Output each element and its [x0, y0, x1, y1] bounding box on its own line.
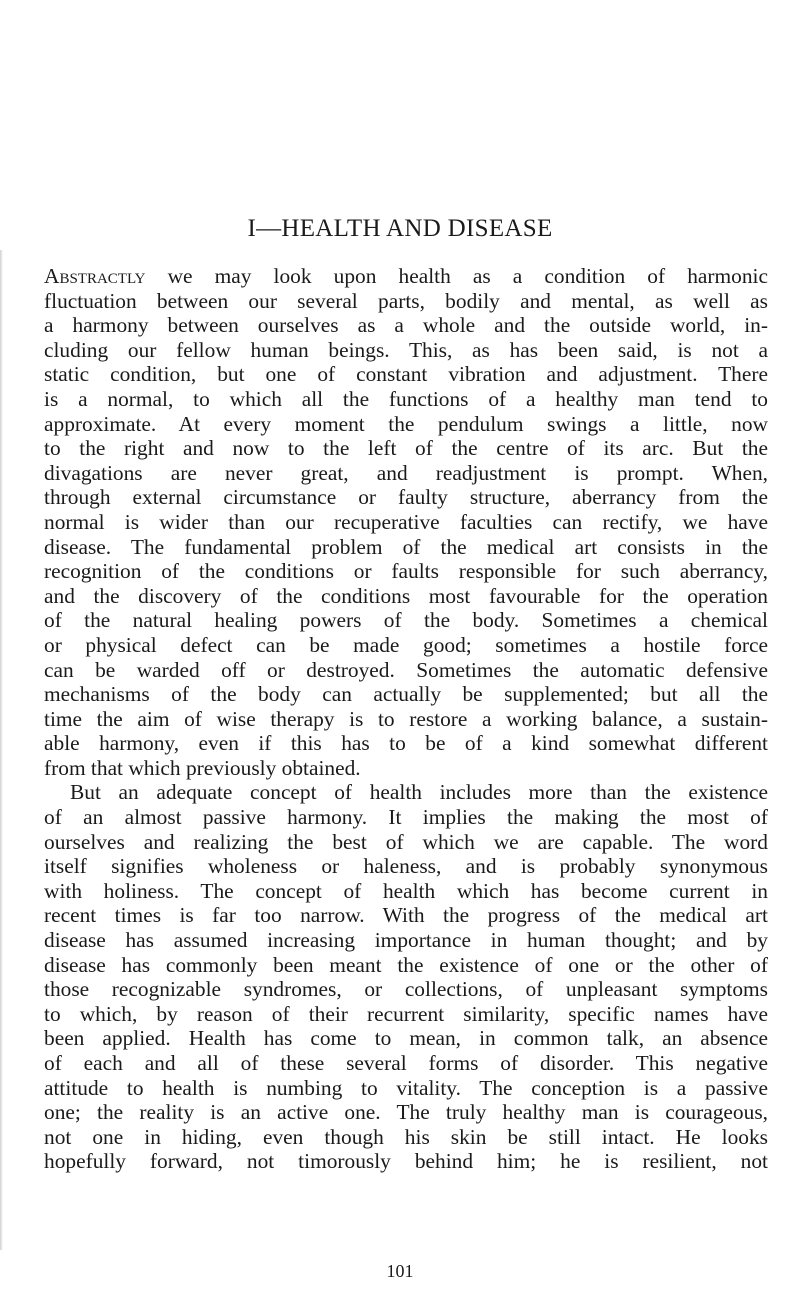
text-line: ourselves and realizing the best of which we are capable. The word	[44, 829, 768, 854]
text-line: one; the reality is an active one. The truly healthy man is courageous,	[44, 1100, 768, 1125]
chapter-title: I—HEALTH AND DISEASE	[247, 215, 553, 242]
text-line: able harmony, even if this has to be of a kind somewhat different	[44, 731, 768, 756]
text-line: of each and all of these several forms of disorder. This negative	[44, 1051, 768, 1075]
body-text	[44, 264, 768, 1174]
text-line: But an adequate concept of health includes more than the existence	[70, 780, 768, 805]
text-line: of an almost passive harmony. It implies the making the most of	[44, 805, 768, 830]
text-line: is a normal, to which all the functions of a healthy man tend to	[44, 386, 768, 411]
text-line: disease has assumed increasing importance in human thought; and by	[44, 928, 768, 953]
text-line: not one in hiding, even though his skin be still intact. He looks	[44, 1124, 768, 1149]
text-line	[44, 264, 768, 289]
text-line: to which, by reason of their recurrent similarity, specific names have	[44, 1001, 768, 1026]
text-line: hopefully forward, not timorously behind him; he is resilient, not	[44, 1149, 768, 1174]
text-line: of the natural healing powers of the body. Sometimes a chemical	[44, 608, 768, 633]
text-line: mechanisms of the body can actually be supplemented; but all the	[44, 682, 768, 707]
text-line: a harmony between ourselves as a whole and the outside world, in-	[44, 313, 768, 338]
text-line: normal is wider than our recuperative faculties can rectify, we have	[44, 509, 768, 534]
text-line: static condition, but one of constant vibration and adjustment. There	[44, 362, 768, 387]
text-line: disease. The fundamental problem of the medical art consists in the	[44, 534, 768, 559]
text-line: fluctuation between our several parts, bodily and mental, as well as	[44, 288, 768, 313]
text-line: can be warded off or destroyed. Sometimes the automatic defensive	[44, 657, 768, 682]
text-line: those recognizable syndromes, or collections, of unpleasant symptoms	[44, 977, 768, 1002]
text-line: disease has commonly been meant the existence of one or the other of	[44, 952, 768, 977]
text-line: attitude to health is numbing to vitality. The conception is a passive	[44, 1075, 768, 1100]
first-word-smallcaps: Abstractly	[44, 264, 146, 288]
text-line: and the discovery of the conditions most favourable for the operation	[44, 583, 768, 608]
text-line: recent times is far too narrow. With the progress of the medical art	[44, 903, 768, 928]
text-line: with holiness. The concept of health which has become current in	[44, 878, 768, 903]
text-line: cluding our fellow human beings. This, as has been said, is not a	[44, 337, 768, 362]
page-binding-shadow	[0, 250, 3, 1250]
text-line: recognition of the conditions or faults responsible for such aberrancy,	[44, 559, 768, 584]
text-line: been applied. Health has come to mean, in common talk, an absence	[44, 1026, 768, 1051]
text-line: or physical defect can be made good; sometimes a hostile force	[44, 632, 768, 657]
text-line: approximate. At every moment the pendulum swings a little, now	[44, 411, 768, 436]
text-line: to the right and now to the left of the centre of its arc. But the	[44, 436, 768, 461]
text-line: itself signifies wholeness or haleness, and is probably synonymous	[44, 854, 768, 879]
page-number: 101	[386, 1261, 414, 1281]
text-line: from that which previously obtained.	[44, 755, 361, 780]
text-line: divagations are never great, and readjustment is prompt. When,	[44, 460, 768, 485]
text-line: through external circumstance or faulty structure, aberrancy from the	[44, 485, 768, 510]
line-text: we may look upon health as a condition of harmonic	[145, 264, 768, 288]
text-line: time the aim of wise therapy is to restore a working balance, a sustain-	[44, 706, 768, 731]
